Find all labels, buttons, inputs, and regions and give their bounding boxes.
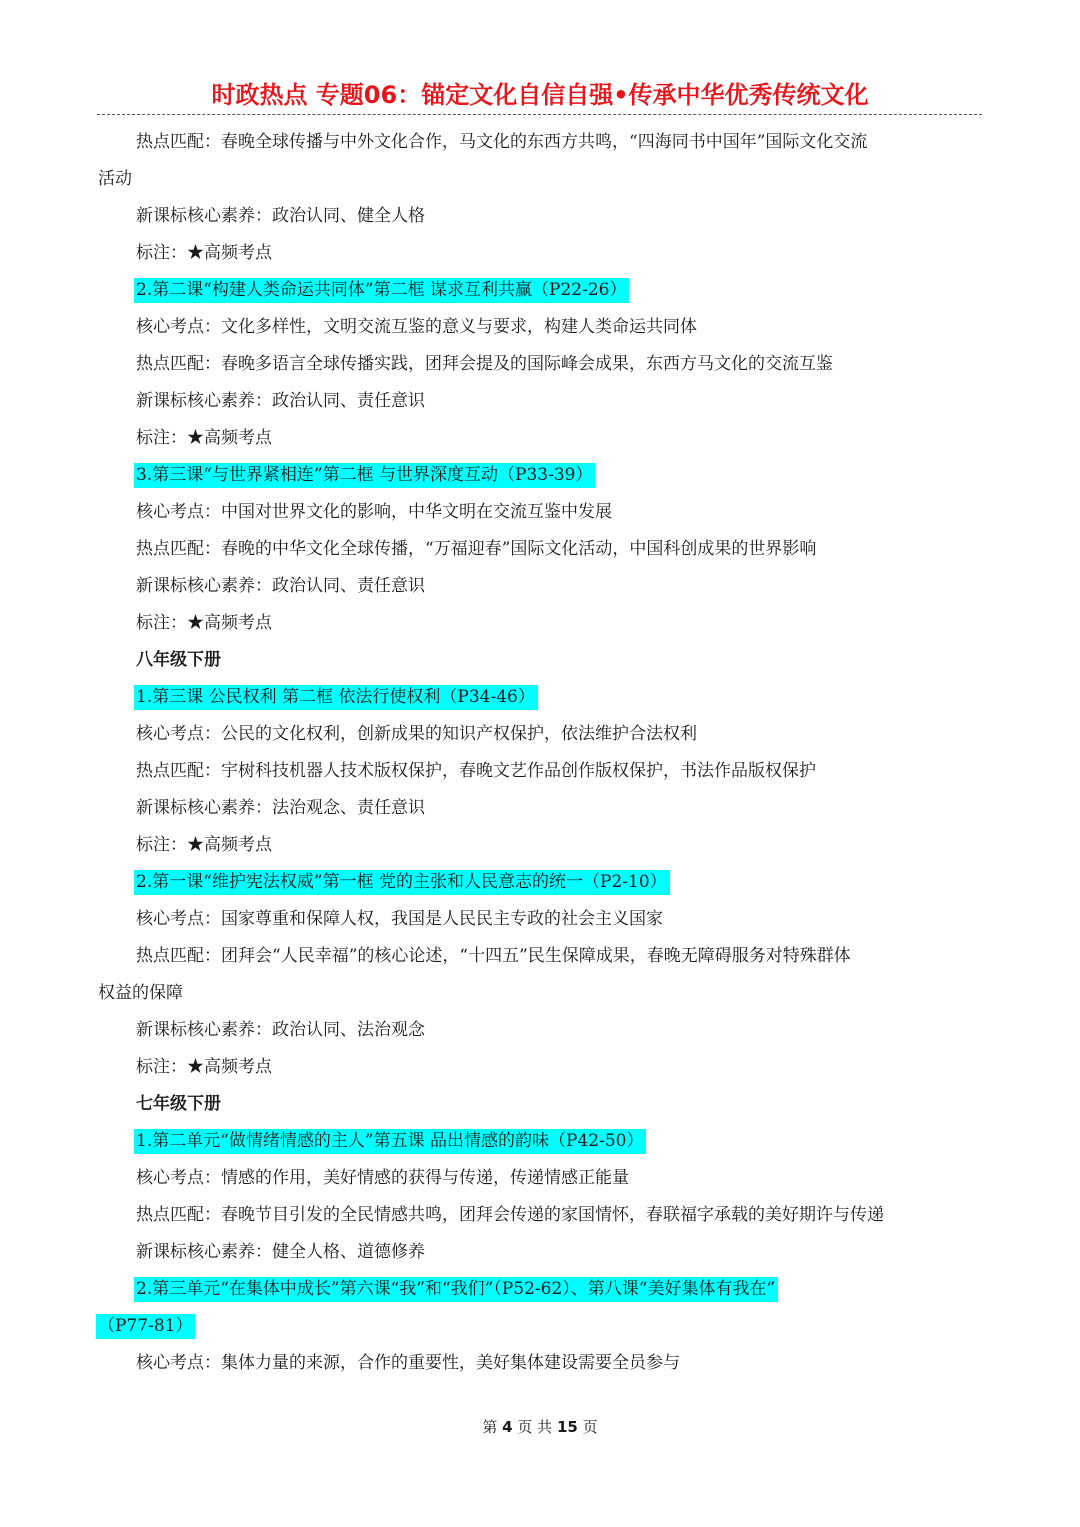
text-line: 核心考点：文化多样性，文明交流互鉴的意义与要求，构建人类命运共同体 xyxy=(136,317,697,337)
text-line: 标注：★高频考点 xyxy=(136,835,272,855)
text-line: 标注：★高频考点 xyxy=(136,243,272,263)
text-line: 热点匹配：春晚多语言全球传播实践，团拜会提及的国际峰会成果，东西方马文化的交流互鉴 xyxy=(136,354,833,374)
text-line: 核心考点：公民的文化权利，创新成果的知识产权保护，依法维护合法权利 xyxy=(136,724,697,744)
lesson-title xyxy=(98,272,982,309)
footer-page-total: 15 xyxy=(556,1418,578,1436)
footer-page-number: 4 xyxy=(502,1418,513,1436)
highlighted-text: 2.第一课“维护宪法权威”第一框 党的主张和人民意志的统一（P2-10） xyxy=(134,870,670,895)
text-line: 热点匹配：宇树科技机器人技术版权保护，春晚文艺作品创作版权保护，书法作品版权保护 xyxy=(136,761,816,781)
text-line: 热点匹配：春晚节目引发的全民情感共鸣，团拜会传递的家国情怀，春联福字承载的美好期许与传递 xyxy=(136,1205,884,1225)
highlighted-text: 1.第三课 公民权利 第二框 依法行使权利（P34-46） xyxy=(134,685,538,710)
text-line: 核心考点：情感的作用，美好情感的获得与传递，传递情感正能量 xyxy=(136,1168,629,1188)
lesson-title xyxy=(98,457,982,494)
text-line: 核心考点：集体力量的来源，合作的重要性，美好集体建设需要全员参与 xyxy=(136,1353,680,1373)
title-divider xyxy=(97,114,982,115)
lesson-title xyxy=(98,1123,982,1160)
section-heading: 七年级下册 xyxy=(136,1094,221,1114)
footer-prefix: 第 xyxy=(482,1418,498,1436)
page-footer xyxy=(0,1414,1080,1440)
text-line: 标注：★高频考点 xyxy=(136,428,272,448)
lesson-title xyxy=(98,1308,982,1345)
text-line: 新课标核心素养：健全人格、道德修养 xyxy=(136,1242,425,1262)
text-line: 热点匹配：春晚的中华文化全球传播，“万福迎春”国际文化活动，中国科创成果的世界影响 xyxy=(136,539,817,559)
text-line: 标注：★高频考点 xyxy=(136,1057,272,1077)
page-title: 时政热点 专题06：锚定文化自信自强•传承中华优秀传统文化 xyxy=(211,81,869,109)
text-line: 新课标核心素养：法治观念、责任意识 xyxy=(136,798,425,818)
text-line: 新课标核心素养：政治认同、法治观念 xyxy=(136,1020,425,1040)
highlighted-text: 3.第三课“与世界紧相连”第二框 与世界深度互动（P33-39） xyxy=(134,463,595,488)
section-heading: 八年级下册 xyxy=(136,650,221,670)
highlighted-text: 1.第二单元“做情绪情感的主人”第五课 品出情感的韵味（P42-50） xyxy=(134,1129,646,1154)
text-line: 新课标核心素养：政治认同、责任意识 xyxy=(136,576,425,596)
text-line: 活动 xyxy=(98,169,132,189)
highlighted-text: 2.第三单元“在集体中成长”第六课“我”和“我们”（P52-62）、第八课“美好集体有我在” xyxy=(134,1277,778,1302)
document-body xyxy=(98,124,982,1382)
text-line: 热点匹配：团拜会“人民幸福”的核心论述，“十四五”民生保障成果，春晚无障碍服务对特殊群体 xyxy=(136,946,851,966)
footer-middle: 页 共 xyxy=(517,1418,553,1436)
highlighted-text: （P77-81） xyxy=(96,1314,195,1339)
footer-suffix: 页 xyxy=(582,1418,598,1436)
highlighted-text: 2.第二课“构建人类命运共同体”第二框 谋求互利共赢（P22-26） xyxy=(134,278,629,303)
text-line: 新课标核心素养：政治认同、责任意识 xyxy=(136,391,425,411)
lesson-title xyxy=(98,679,982,716)
text-line: 标注：★高频考点 xyxy=(136,613,272,633)
lesson-title xyxy=(98,1271,982,1308)
text-line: 新课标核心素养：政治认同、健全人格 xyxy=(136,206,425,226)
text-line: 核心考点：中国对世界文化的影响，中华文明在交流互鉴中发展 xyxy=(136,502,612,522)
lesson-title xyxy=(98,864,982,901)
text-line: 热点匹配：春晚全球传播与中外文化合作，马文化的东西方共鸣，“四海同书中国年”国际文化交流 xyxy=(136,132,868,152)
text-line: 权益的保障 xyxy=(98,983,183,1003)
text-line: 核心考点：国家尊重和保障人权，我国是人民民主专政的社会主义国家 xyxy=(136,909,663,929)
